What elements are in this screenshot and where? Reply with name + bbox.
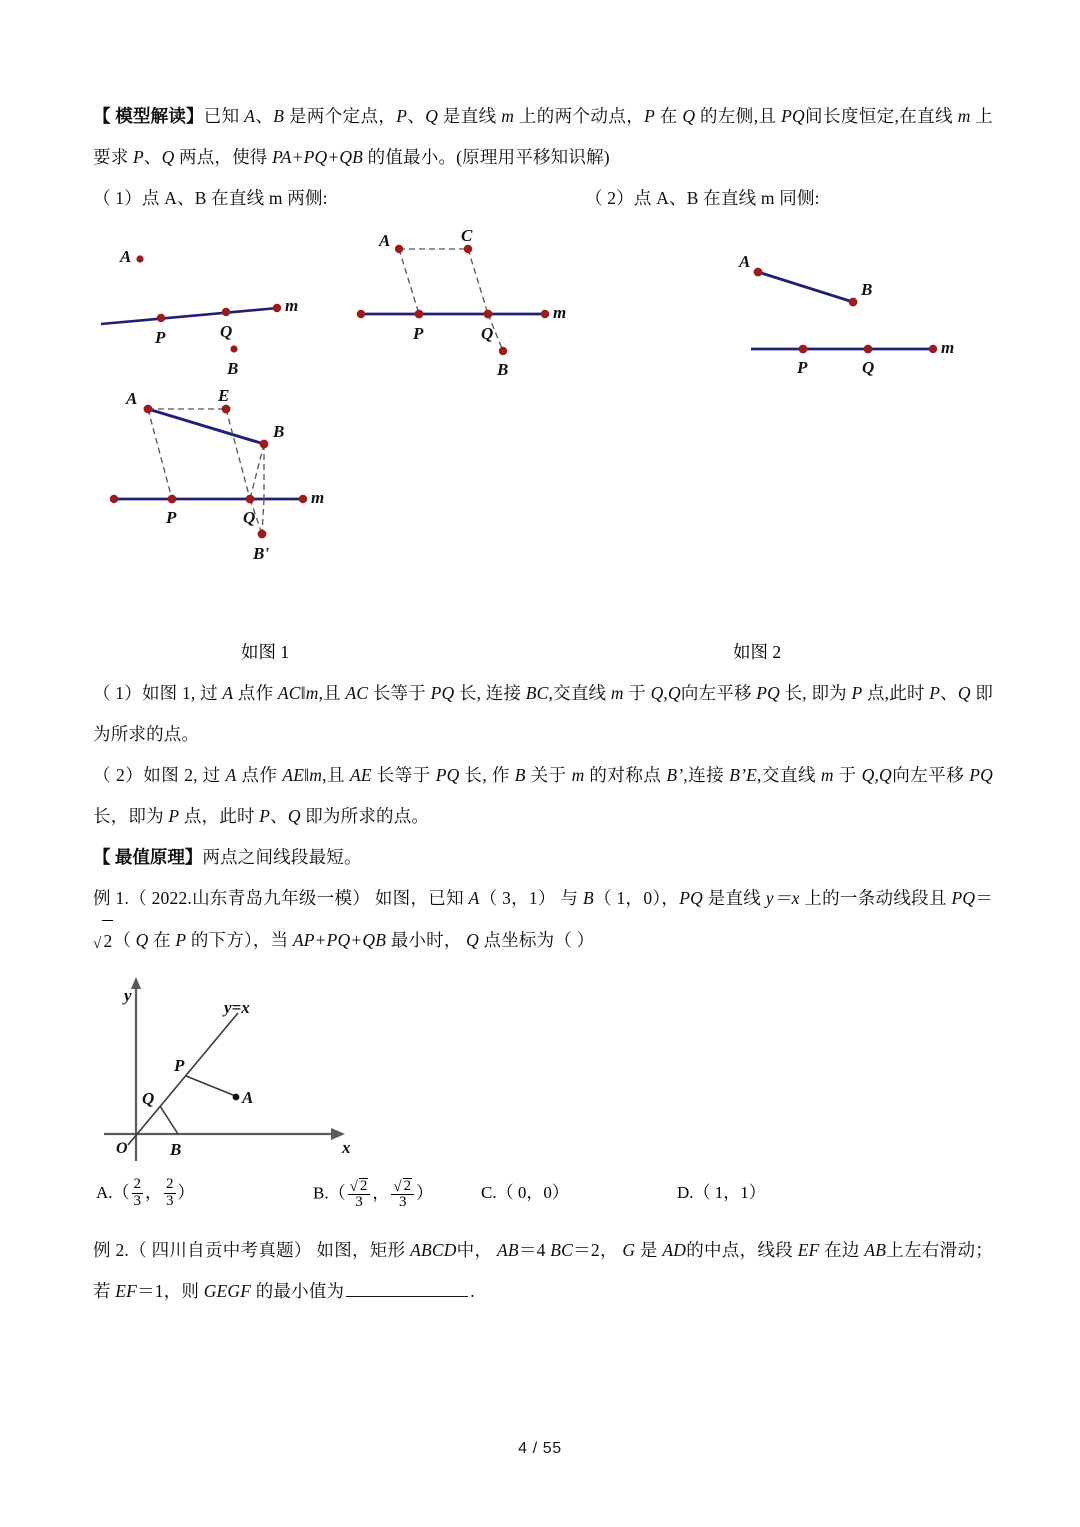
figure-label-A: A [379,231,391,250]
exp1-t9: 长, 即为 [780,683,852,703]
figure-same-side [733,245,993,385]
ex1-l2-t4: 的下方），当 [186,930,293,950]
line-m-left-endpoint-dot [110,495,118,503]
label-B: B [273,106,285,126]
exp1-t6: ,交直线 [548,683,611,703]
ex2-l2-t3: 的最小值为 [251,1281,345,1301]
point-A-dot [754,268,763,277]
exp1-label-P: P [851,683,863,703]
exp1-label-m: m [610,683,624,703]
exp1-t7: 于 [623,683,651,703]
label-Q2: Q [682,106,696,126]
figure-label-E: E [218,387,230,405]
model-text-1: 已知 [203,106,245,126]
exp1-t10: 点, [862,683,890,703]
figure-label-B: B [227,359,239,378]
point-B-dot [499,347,507,355]
ex2-t8: 在边 [819,1240,865,1260]
exp1-segment-BC: BC [525,683,549,703]
ex1-l2-t3: 在 [148,930,176,950]
axis-label-y: y [124,986,132,1005]
point-A-dot [233,1094,240,1101]
exp1-label-P2: P [929,683,941,703]
exp1-t3: ,且 [318,683,346,703]
model-text-2: 、 [255,106,274,126]
exp1-t13: 即为所求的点。 [93,683,994,744]
ex1-line-equation: y＝x [765,888,800,908]
figure-label-B: B [861,280,873,299]
sqrt-glyph-icon-b2: √ [393,1179,402,1195]
ex2-t2: 中， [456,1240,497,1260]
figure-label-A: A [120,247,132,266]
point-Q-dot [246,495,255,504]
point-P-dot [168,495,177,504]
exp2-segment-AE: AE [349,765,372,785]
exp1-t2: 点作 [233,683,278,703]
sqrt-glyph-icon: √ [93,936,102,952]
figure-label-Q: Q [862,358,875,377]
label-m2: m [957,106,971,126]
choice-b-radicand-1: 2 [359,1178,368,1194]
choice-d[interactable]: D.（ 1，1） [677,1183,766,1202]
exp2-t2: 点作 [236,765,283,785]
exp2-t11: 向 [891,765,911,785]
ex1-t1: 如图，已知 [370,888,469,908]
ex2-expression: GEGF [203,1281,252,1301]
segment-AB [148,409,264,444]
choice-a-fraction-2 [164,1177,176,1210]
caption-figure-1: 如图 1 [241,642,290,662]
sqrt-glyph-icon-b1: √ [349,1179,358,1195]
choice-b-radicand-2: 2 [403,1178,412,1194]
exp1-label-A: A [222,683,234,703]
point-P-dot [157,314,165,322]
ex1-l2-Q2: Q [466,930,479,950]
choice-b[interactable] [313,1178,433,1212]
ex2-AB: AB [496,1240,519,1260]
ex2-AD: AD [662,1240,687,1260]
ex1-t6: 上的一条动线段 [799,888,929,908]
exp2-t7: 的对称点 [584,765,667,785]
point-P-dot [415,310,424,319]
model-interpretation-paragraph [93,96,993,178]
ex2-t1: 如图，矩形 [311,1240,411,1260]
exp2-label-B: B [514,765,526,785]
choice-a-numerator-2: 2 [166,1176,174,1192]
exp2-label-m: m [571,765,585,785]
choice-b-close: ） [416,1183,434,1203]
ex1-l2-t6: 点坐标为（ ） [478,930,595,950]
principle-header-label: 【 最值原理】 [93,847,203,867]
ex1-l2-t5: 最小时， [386,930,467,950]
model-text-14: 的值最小。 [363,147,457,167]
model-text-15: (原理用平移知识解) [456,147,610,167]
figure-label-B: B [497,360,509,379]
exp2-t12: 左平移 [910,765,970,785]
point-B-dot [230,345,237,352]
choice-b-fraction-1 [348,1177,371,1211]
choice-c[interactable]: C.（ 0，0） [481,1183,569,1202]
figure-label-m: m [941,338,955,357]
choice-b-numerator-2 [391,1177,414,1194]
exp1-t5: 长, 连接 [454,683,526,703]
label-P: P [396,106,408,126]
label-P2: P [644,106,655,126]
answer-blank[interactable] [346,1281,468,1297]
case-1-label: （ 1）点 A、B 在直线 m 两侧: [93,188,328,208]
exp2-segment-PQ: PQ [435,765,460,785]
segment-CQ-dashed [468,249,488,314]
example-1-graph-container [93,963,993,1178]
exp2-label-P2: P [259,806,271,826]
figure-label-P: P [413,324,424,343]
figure-label-A: A [126,389,138,408]
explanation-paragraph-1 [93,673,993,755]
figure-label-Q: Q [481,324,494,343]
y-axis-arrow-icon [131,977,141,989]
line-m-endpoint-dot [929,345,937,353]
model-text-4: 、 [407,106,426,126]
exp2-t10: 于 [833,765,862,785]
exp2-segment-PQ2: PQ [969,765,994,785]
model-text-12: 、 [143,147,162,167]
segment-QB [160,1106,178,1134]
ex2-AB2: AB [864,1240,887,1260]
ex2-BC: BC [550,1240,573,1260]
ex1-t3: 与 [555,888,583,908]
figure-captions-row [93,639,993,673]
exp1-segment-AC: AC [345,683,369,703]
choice-b-denominator-2: 3 [391,1194,414,1211]
ex2-rect-ABCD: ABCD [410,1240,457,1260]
segment-AP-dashed [399,249,419,314]
point-Q-dot [864,345,873,354]
ex1-l2-t2: （ [113,930,136,950]
ex1-label-A: A [468,888,480,908]
ex2-G: G [622,1240,636,1260]
exp2-label-Bprime: B’ [666,765,684,785]
figure-opposite-sides [93,223,343,383]
ex2-t5: ＝2， [573,1240,623,1260]
exp2-t1: （ 2）如图 2, 过 [93,765,226,785]
line-m-right-endpoint-dot [541,310,549,318]
ex1-l2-eq: ＝ [975,888,994,908]
point-B-dot [260,440,269,449]
case-headers-row [93,178,993,219]
point-C-dot [464,245,472,253]
choice-b-fraction-2 [391,1177,414,1211]
figures-container [93,219,993,639]
exp1-segment-PQ: PQ [430,683,455,703]
exp2-label-P: P [168,806,180,826]
point-A-dot [136,255,143,262]
ex1-coord-A: （ 3，1） [479,888,556,908]
exp1-label-Q: Q [957,683,971,703]
principle-paragraph [93,837,993,878]
exp1-t11: 此时 [889,683,930,703]
figure-parallelogram-translation [343,219,603,389]
page-content [93,96,993,1312]
ex1-coord-B: （ 1，0）， [593,888,680,908]
point-E-dot [222,405,231,414]
line-m [101,308,278,324]
exp2-t15: 、 [270,806,288,826]
example-1-paragraph [93,878,993,963]
point-Q-dot [222,308,230,316]
figure-label-P: P [797,358,808,377]
graph-label-P: P [174,1056,185,1075]
line-m-endpoint-dot [273,304,281,312]
figure-label-Q: Q [220,322,233,341]
figure-label-B: B [273,422,285,441]
choice-b-label: B.（ [313,1183,346,1203]
model-text-7: 在 [655,106,683,126]
origin-label-O: O [116,1140,128,1157]
ex2-t6: 是 [635,1240,663,1260]
choice-b-numerator-1 [348,1177,371,1194]
exp2-label-A: A [225,765,237,785]
ex2-l2-t2: ＝1，则 [137,1281,204,1301]
ex2-t7: 的中点，线段 [686,1240,798,1260]
point-A-dot [144,405,153,414]
model-text-11: 上要求 [93,106,994,167]
exp2-AE-parallel-m: AE‖m [282,765,323,785]
exp2-label-m2: m [820,765,834,785]
point-B-dot [849,298,858,307]
choice-a-denominator-2: 3 [166,1192,174,1209]
ex2-l2-t1: 上左右滑动；若 [93,1240,993,1301]
choice-b-sep: ， [372,1183,390,1203]
principle-text: 两点之间线段最短。 [202,847,362,867]
choice-a-numerator-1: 2 [133,1176,142,1192]
ex2-EF: EF [797,1240,820,1260]
point-Bprime-dot [258,530,267,539]
ex1-l2-t1: 且 [928,888,952,908]
model-text-5: 是直线 [438,106,502,126]
exp1-t8: 向左平移 [680,683,757,703]
label-P3: P [132,147,144,167]
choice-a-sep: ， [145,1183,163,1203]
segment-BQ-dashed [250,444,264,499]
exp2-t16: 即为所求的点。 [300,806,430,826]
figure-label-m: m [285,296,299,315]
exp2-label-Q: Q [287,806,301,826]
example-2-source: （ 四川自贡中考真题） [129,1240,312,1260]
model-text-6: 上的两个动点， [514,106,645,126]
figure-label-Q: Q [243,508,256,527]
figure-label-P: P [155,328,166,347]
model-text-10: 直线 [917,106,958,126]
graph-label-line-equation: y=x [224,998,250,1017]
example-1-label: 例 1. [93,888,130,908]
label-m: m [501,106,515,126]
label-PQ: PQ [781,106,805,126]
example-1-choices [93,1178,993,1230]
ex1-radicand: 2 [102,920,113,962]
case-2-label: （ 2）点 A、B 在直线 m 同侧: [585,188,820,208]
point-P-dot [799,345,808,354]
exp1-segment-PQ2: PQ [756,683,781,703]
ex1-l2-P: P [175,930,187,950]
graph-label-Q: Q [142,1089,155,1108]
label-Q: Q [425,106,439,126]
example-2-label: 例 2. [93,1240,129,1260]
ex2-l2-EF: EF [115,1281,138,1301]
point-A-dot [395,245,403,253]
ex1-t5: 是直线 [702,888,766,908]
example-1-source: （ 2022.山东青岛九年级一模） [129,888,371,908]
segment-EQ-dashed [226,409,250,499]
graph-label-A: A [242,1088,254,1107]
figure-reflection-construction [98,387,388,572]
axis-label-x: x [342,1138,351,1157]
figure-label-A: A [739,252,751,271]
ex1-label-B: B [582,888,594,908]
ex1-segment-PQ: PQ [679,888,703,908]
ex2-l2-period: . [470,1281,475,1301]
coordinate-plane [98,971,358,1171]
segment-AP-dashed [148,409,172,499]
choice-a-close: ） [177,1183,195,1203]
model-header-label: 【 模型解读】 [93,106,204,126]
model-text-3: 是两个定点， [284,106,397,126]
segment-line-to-Bprime-dashed [262,499,264,534]
label-A: A [244,106,256,126]
exp2-t4: 长等于 [371,765,436,785]
exp2-t8: ,连接 [683,765,730,785]
figure-label-Bprime: B' [253,544,270,563]
segment-PA [186,1076,238,1097]
line-y-equals-x [128,1013,238,1145]
point-Q-dot [484,310,493,319]
exp2-t3: ,且 [322,765,350,785]
line-m-right-endpoint-dot [299,495,307,503]
choice-a[interactable] [96,1178,195,1211]
exp1-label-QQ: Q,Q [650,683,681,703]
choice-a-fraction-1 [132,1177,144,1210]
exp1-AC-parallel-m: AC‖m [277,683,319,703]
exp2-t6: 关于 [525,765,572,785]
model-text-9: 间长度恒定,在 [804,106,918,126]
figure-label-C: C [461,226,473,245]
ex1-l2-PQ: PQ [951,888,976,908]
explanation-paragraph-2 [93,755,993,837]
exp2-t9: ,交直线 [757,765,821,785]
exp2-t14: 点，此时 [179,806,260,826]
choice-a-label: A.（ [96,1183,130,1203]
exp2-t13: 长，即为 [93,806,169,826]
exp1-t4: 长等于 [368,683,431,703]
choice-b-denominator-1: 3 [348,1194,371,1211]
example-2-paragraph [93,1230,993,1312]
ex2-t3: ＝4 [518,1240,546,1260]
caption-figure-2: 如图 2 [733,642,782,662]
page-footer: 4 / 55 [518,1440,562,1457]
exp2-segment-BprimeE: B’E [729,765,757,785]
figure-label-m: m [311,488,325,507]
figure-label-P: P [166,508,177,527]
expression-pa-pq-qb: PA+PQ+QB [272,147,364,167]
segment-AB [758,272,853,302]
ex1-l2-Q: Q [135,930,149,950]
exp1-t12: 、 [940,683,958,703]
label-Q3: Q [161,147,175,167]
ex1-expression: AP+PQ+QB [292,930,387,950]
model-text-13: 两点，使得 [174,147,273,167]
exp2-t5: 长, 作 [459,765,515,785]
choice-a-denominator-1: 3 [133,1192,142,1209]
figure-label-m: m [553,303,567,322]
exp2-label-QQ: Q,Q [861,765,892,785]
exp1-t1: （ 1）如图 1, 过 [93,683,223,703]
line-m-left-endpoint-dot [357,310,365,318]
model-text-8: 的左侧,且 [695,106,782,126]
graph-label-B: B [170,1140,182,1159]
